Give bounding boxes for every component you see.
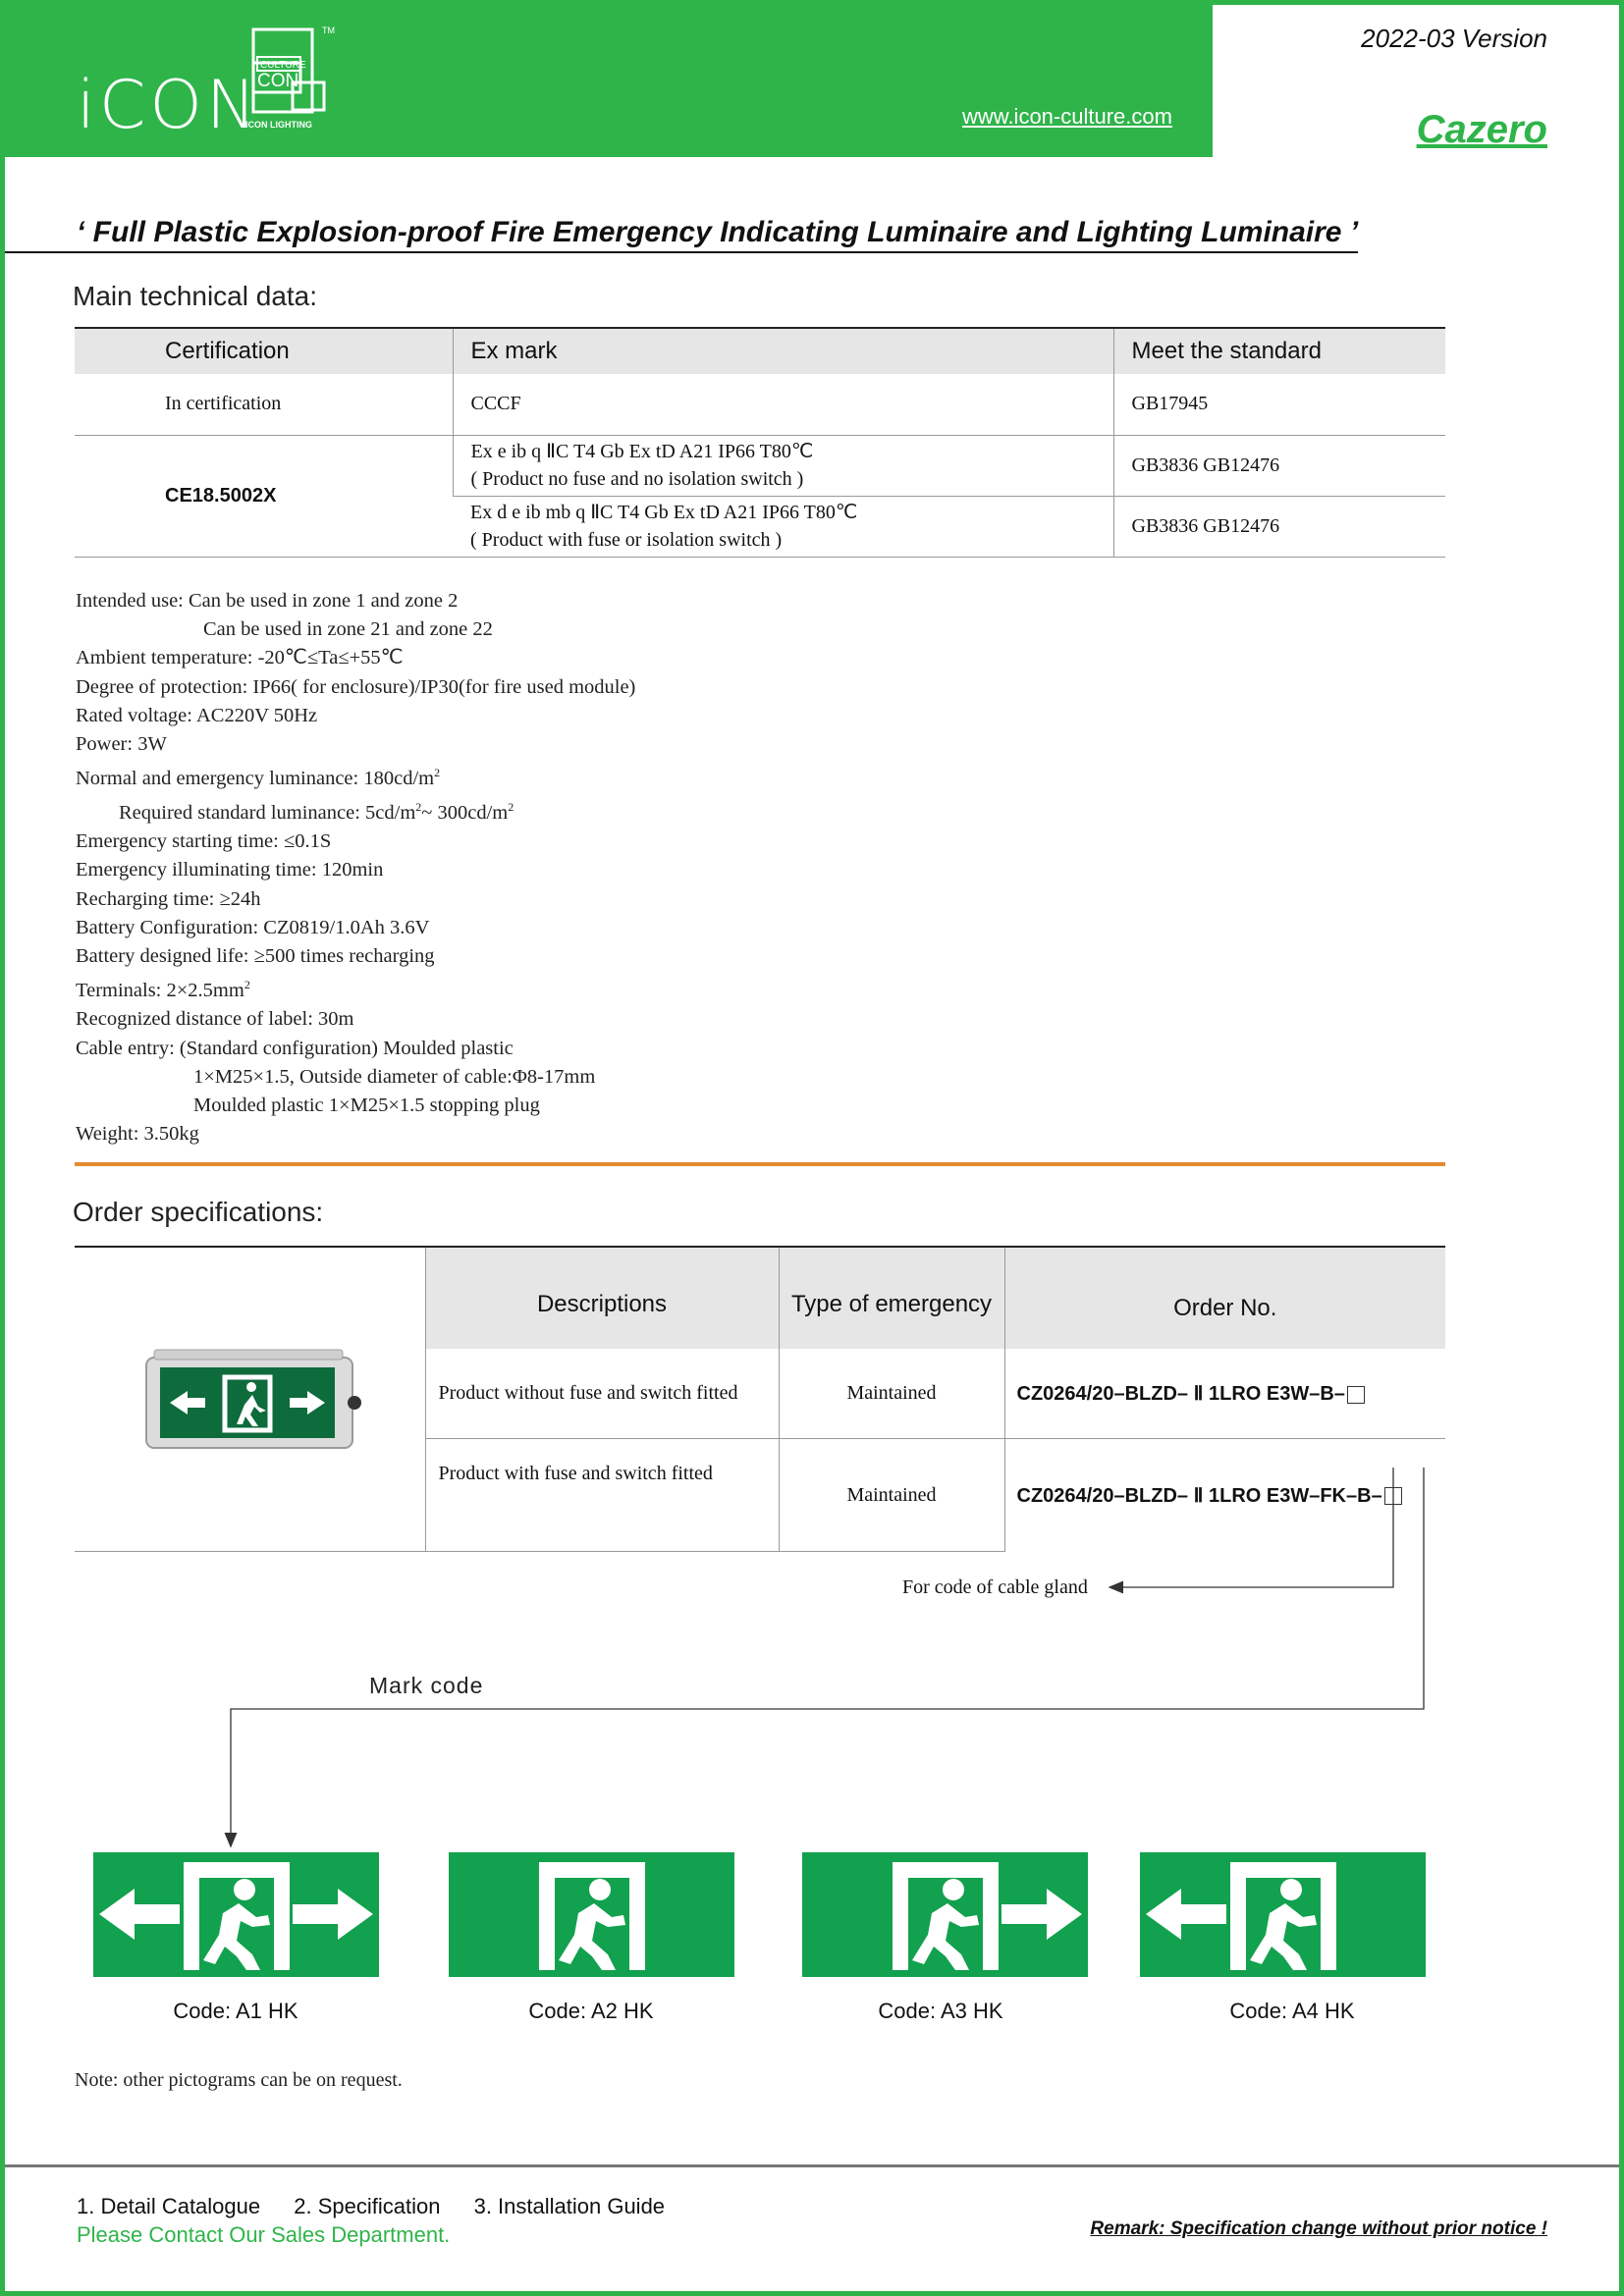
brand-name: Cazero <box>1416 108 1547 151</box>
superscript: 2 <box>244 978 250 992</box>
website-link[interactable]: www.icon-culture.com <box>962 104 1172 129</box>
pictogram-note: Note: other pictograms can be on request. <box>75 2069 403 2091</box>
document-title: ‘ Full Plastic Explosion-proof Fire Emergency Indicating Luminaire and Lighting Luminaire ’ <box>77 216 1359 248</box>
exmark-line: Ex e ib q ⅡC T4 Gb Ex tD A21 IP66 T80℃ <box>470 441 814 462</box>
standard-cell: GB3836 GB12476 <box>1113 496 1445 557</box>
exmark-note: ( Product no fuse and no isolation switch ) <box>470 468 804 490</box>
superscript: 2 <box>415 800 422 815</box>
technical-heading: Main technical data: <box>73 281 318 311</box>
spec-item: Emergency starting time: ≤0.1S <box>76 830 332 853</box>
standard-cell: GB3836 GB12476 <box>1113 435 1445 496</box>
spec-text: ~ 300cd/m <box>421 802 509 825</box>
exit-right-icon <box>802 1852 1088 1977</box>
spec-item: Weight: 3.50kg <box>76 1123 199 1146</box>
emergency-type-cell: Maintained <box>779 1439 1004 1552</box>
spec-item: Battery designed life: ≥500 times recharging <box>76 945 435 968</box>
remark-text: Remark: Specification change without prior notice ! <box>1090 2218 1547 2239</box>
logo-text: iCON <box>77 67 260 144</box>
emergency-type-cell: Maintained <box>779 1349 1004 1439</box>
spec-text: Normal and emergency luminance: 180cd/m <box>76 768 435 790</box>
column-header: Meet the standard <box>1113 328 1445 374</box>
sign-code-label: Code: A1 HK <box>173 1999 298 2023</box>
footer-link-installation[interactable]: 3. Installation Guide <box>473 2194 666 2218</box>
order-code: CZ0264/20–BLZD– Ⅱ 1LRO E3W–B– <box>1016 1383 1345 1405</box>
order-heading: Order specifications: <box>73 1197 324 1227</box>
superscript: 2 <box>434 766 441 780</box>
column-header: Type of emergency <box>779 1247 1004 1349</box>
spec-item: Recognized distance of label: 30m <box>76 1008 354 1031</box>
spec-item: Degree of protection: IP66( for enclosure)/IP30(for fire used module) <box>76 675 636 698</box>
cable-gland-callout: For code of cable gland <box>902 1576 1088 1598</box>
spec-item: 1×M25×1.5, Outside diameter of cable:Φ8-17mm <box>193 1065 596 1088</box>
exit-sign-a1 <box>93 1852 379 1977</box>
column-header: Order No. <box>1004 1247 1445 1349</box>
order-code: CZ0264/20–BLZD– Ⅱ 1LRO E3W–FK–B– <box>1016 1484 1382 1507</box>
footer-links <box>77 2194 692 2219</box>
cert-cell: In certification <box>165 393 282 415</box>
exit-sign-a3 <box>802 1852 1088 1977</box>
exit-door-icon <box>449 1852 734 1977</box>
spec-item: Cable entry: (Standard configuration) Moulded plastic <box>76 1037 514 1059</box>
column-header: Ex mark <box>453 328 1113 374</box>
superscript: 2 <box>508 800 514 815</box>
spec-item: Ambient temperature: -20℃≤Ta≤+55℃ <box>76 647 404 669</box>
spec-item: Emergency illuminating time: 120min <box>76 859 384 881</box>
sign-code-label: Code: A2 HK <box>528 1999 654 2023</box>
spec-item: Battery Configuration: CZ0819/1.0Ah 3.6V <box>76 916 430 938</box>
exit-left-icon <box>1140 1852 1426 1977</box>
version-label: 2022-03 Version <box>1361 24 1547 53</box>
spec-item: Can be used in zone 21 and zone 22 <box>203 618 493 641</box>
svg-text:ICON LIGHTING: ICON LIGHTING <box>245 120 312 130</box>
spec-item: Intended use: Can be used in zone 1 and zone 2 <box>76 590 459 612</box>
spec-item: Moulded plastic 1×M25×1.5 stopping plug <box>193 1094 540 1116</box>
exit-sign-a4 <box>1140 1852 1426 1977</box>
contact-text: Please Contact Our Sales Department. <box>77 2222 451 2247</box>
standard-cell: GB17945 <box>1113 374 1445 435</box>
footer-divider <box>5 2164 1619 2167</box>
footer-link-catalogue[interactable]: 1. Detail Catalogue <box>77 2194 261 2218</box>
exmark-note: ( Product with fuse or isolation switch ) <box>470 529 783 551</box>
spec-text: Terminals: 2×2.5mm <box>76 980 244 1002</box>
svg-text:CON: CON <box>257 71 299 91</box>
exit-sign-a2 <box>449 1852 734 1977</box>
exmark-line: Ex d e ib mb q ⅡC T4 Gb Ex tD A21 IP66 T80℃ <box>470 502 858 523</box>
spec-text: Required standard luminance: 5cd/m <box>119 802 416 825</box>
exmark-cell: CCCF <box>453 374 1113 435</box>
spec-item: Power: 3W <box>76 733 167 756</box>
svg-text:TM: TM <box>322 26 335 35</box>
description-cell: Product without fuse and switch fitted <box>425 1349 779 1439</box>
footer-link-specification[interactable]: 2. Specification <box>294 2194 441 2218</box>
svg-text:CULTURE: CULTURE <box>260 60 306 71</box>
spec-item: Recharging time: ≥24h <box>76 887 261 910</box>
column-header: Certification <box>75 328 453 374</box>
sign-code-label: Code: A4 HK <box>1229 1999 1355 2023</box>
description-cell: Product with fuse and switch fitted <box>425 1439 779 1552</box>
spec-item: Rated voltage: AC220V 50Hz <box>76 704 318 726</box>
sign-code-label: Code: A3 HK <box>878 1999 1003 2023</box>
mark-code-callout: Mark code <box>369 1673 484 1698</box>
exit-left-right-icon <box>93 1852 379 1977</box>
column-header: Descriptions <box>425 1247 779 1349</box>
cert-cell: CE18.5002X <box>75 435 453 557</box>
